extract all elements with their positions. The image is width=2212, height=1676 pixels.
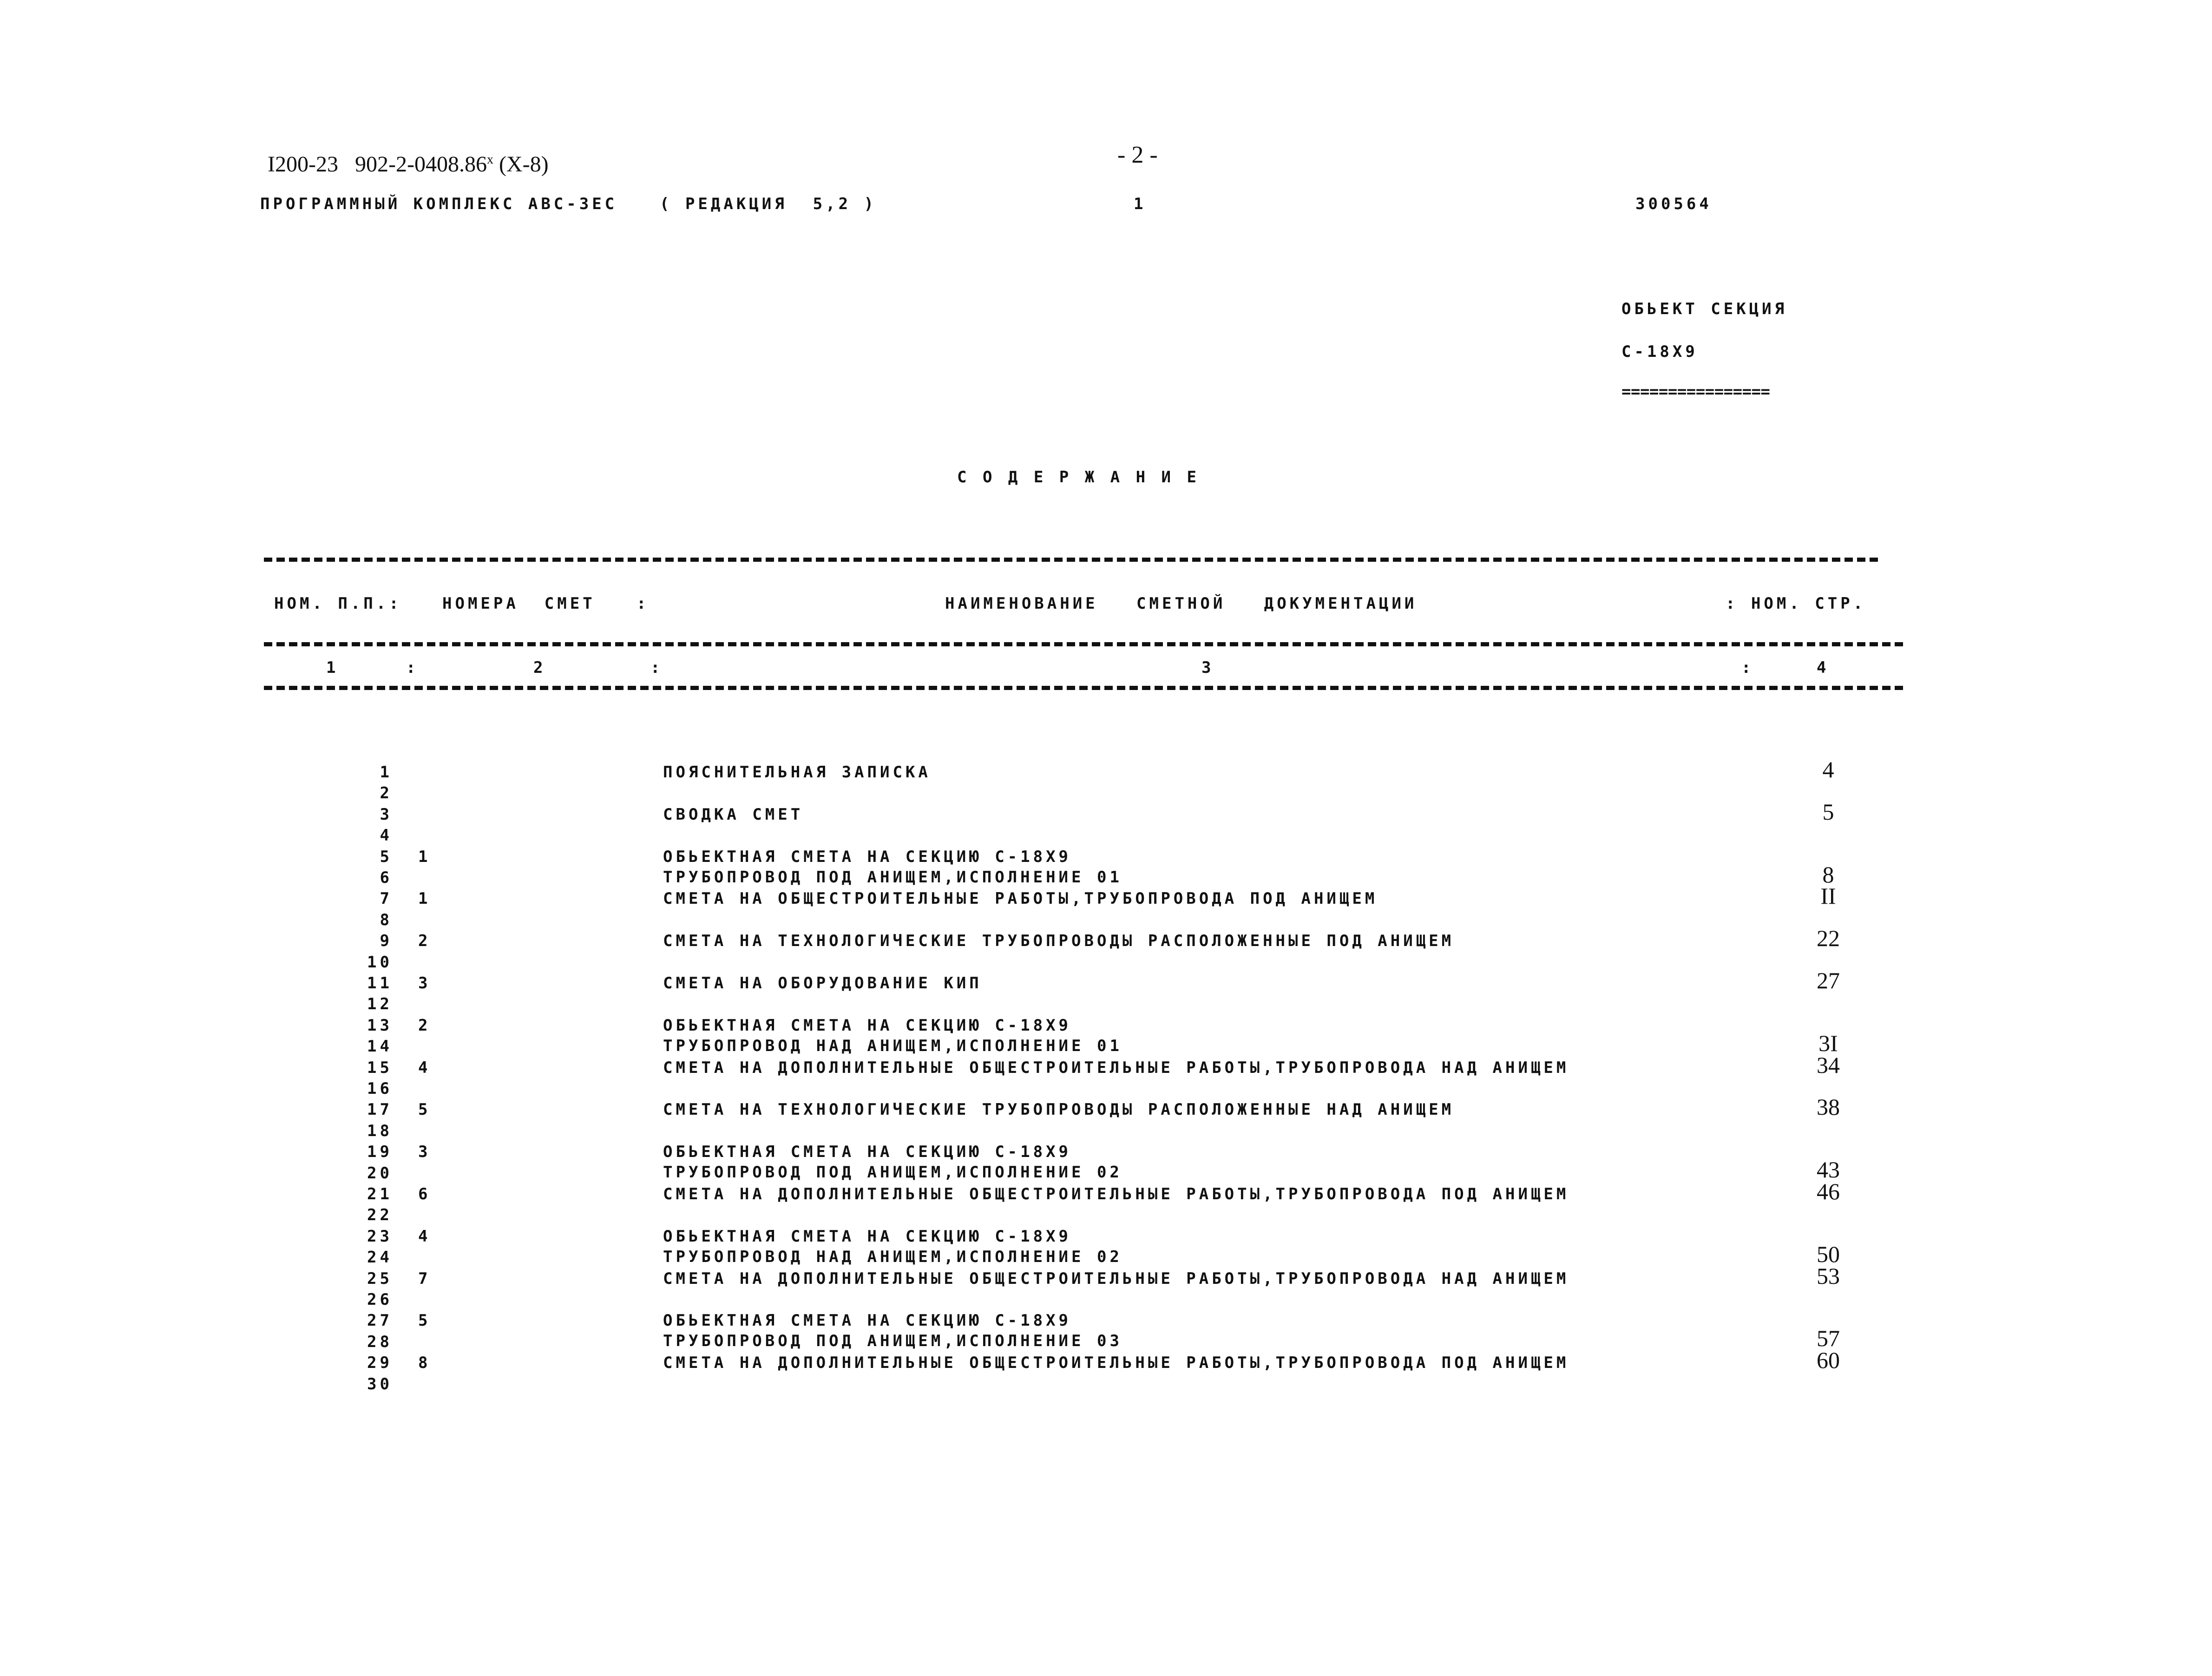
row-number: 8 bbox=[380, 910, 393, 929]
row-number: 17 bbox=[367, 1100, 393, 1119]
page-number: II bbox=[1820, 883, 1836, 909]
document-name: СМЕТА НА ТЕХНОЛОГИЧЕСКИЕ ТРУБОПРОВОДЫ РАСПОЛОЖЕННЫЕ НАД АНИЩЕМ bbox=[663, 1100, 1455, 1119]
page-number: 3I bbox=[1818, 1030, 1838, 1056]
document-name: ОБЬЕКТНАЯ СМЕТА НА СЕКЦИЮ С-18Х9 bbox=[663, 1227, 1072, 1246]
row-number: 15 bbox=[367, 1058, 393, 1077]
col-index-sep: : bbox=[1741, 658, 1754, 677]
smeta-number: 4 bbox=[418, 1058, 431, 1077]
header-col-name: НАИМЕНОВАНИЕ СМЕТНОЙ ДОКУМЕНТАЦИИ bbox=[945, 594, 1418, 613]
document-name: ТРУБОПРОВОД НАД АНИЩЕМ,ИСПОЛНЕНИЕ 02 bbox=[663, 1247, 1122, 1266]
document-name: ОБЬЕКТНАЯ СМЕТА НА СЕКЦИЮ С-18Х9 bbox=[663, 1143, 1072, 1162]
row-number: 11 bbox=[367, 974, 393, 992]
document-name: ТРУБОПРОВОД ПОД АНИЩЕМ,ИСПОЛНЕНИЕ 01 bbox=[663, 868, 1122, 887]
row-number: 16 bbox=[367, 1079, 393, 1098]
divider-middle bbox=[264, 642, 1904, 646]
smeta-number: 6 bbox=[418, 1185, 431, 1203]
smeta-number: 8 bbox=[418, 1354, 431, 1373]
page-number: 57 bbox=[1817, 1325, 1840, 1352]
col-index-4: 4 bbox=[1817, 658, 1830, 677]
row-number: 20 bbox=[367, 1163, 393, 1183]
row-number: 29 bbox=[367, 1354, 393, 1373]
project-sup: x bbox=[486, 152, 493, 167]
document-name: СМЕТА НА ОБОРУДОВАНИЕ КИП bbox=[663, 974, 982, 992]
document-name: ТРУБОПРОВОД ПОД АНИЩЕМ,ИСПОЛНЕНИЕ 02 bbox=[663, 1163, 1122, 1182]
document-name: ТРУБОПРОВОД ПОД АНИЩЕМ,ИСПОЛНЕНИЕ 03 bbox=[663, 1332, 1122, 1351]
header-sep: : bbox=[637, 594, 650, 613]
col-index-sep: : bbox=[406, 658, 419, 677]
row-number: 19 bbox=[367, 1143, 393, 1162]
row-number: 23 bbox=[367, 1227, 393, 1246]
document-name: ОБЬЕКТНАЯ СМЕТА НА СЕКЦИЮ С-18Х9 bbox=[663, 847, 1072, 866]
row-number: 28 bbox=[367, 1332, 393, 1351]
row-number: 2 bbox=[380, 784, 393, 803]
page-number: 5 bbox=[1822, 798, 1834, 825]
object-name: С-18Х9 bbox=[1621, 342, 1698, 361]
page-number: 60 bbox=[1817, 1347, 1840, 1374]
page-number: 43 bbox=[1817, 1157, 1840, 1183]
col-index-1: 1 bbox=[326, 658, 339, 677]
page-number: 53 bbox=[1817, 1262, 1840, 1289]
header-col-smeta: НОМЕРА СМЕТ bbox=[442, 594, 596, 613]
document-name: ОБЬЕКТНАЯ СМЕТА НА СЕКЦИЮ С-18Х9 bbox=[663, 1016, 1072, 1035]
row-number: 22 bbox=[367, 1206, 393, 1225]
page-number: 8 bbox=[1822, 861, 1834, 887]
smeta-number: 3 bbox=[418, 1143, 431, 1162]
document-code bbox=[256, 131, 549, 176]
smeta-number: 1 bbox=[418, 847, 431, 866]
row-number: 30 bbox=[367, 1374, 393, 1393]
smeta-number: 5 bbox=[418, 1311, 431, 1330]
row-number: 5 bbox=[380, 847, 393, 866]
document-name: СМЕТА НА ДОПОЛНИТЕЛЬНЫЕ ОБЩЕСТРОИТЕЛЬНЫЕ РАБОТЫ,ТРУБОПРОВОДА ПОД АНИЩЕМ bbox=[663, 1185, 1569, 1203]
row-number: 14 bbox=[367, 1037, 393, 1056]
sheet-number: 1 bbox=[1134, 195, 1147, 213]
sheet-ref: (X-8) bbox=[499, 152, 549, 177]
document-name: СМЕТА НА ДОПОЛНИТЕЛЬНЫЕ ОБЩЕСТРОИТЕЛЬНЫЕ РАБОТЫ,ТРУБОПРОВОДА НАД АНИЩЕМ bbox=[663, 1269, 1569, 1288]
smeta-number: 1 bbox=[418, 889, 431, 908]
row-number: 4 bbox=[380, 826, 393, 845]
page-number: 34 bbox=[1817, 1052, 1840, 1078]
document-name: СМЕТА НА ТЕХНОЛОГИЧЕСКИЕ ТРУБОПРОВОДЫ РАСПОЛОЖЕННЫЕ ПОД АНИЩЕМ bbox=[663, 932, 1455, 951]
smeta-number: 5 bbox=[418, 1100, 431, 1119]
page-number: 27 bbox=[1817, 967, 1840, 993]
row-number: 13 bbox=[367, 1016, 393, 1035]
document-name: СМЕТА НА ОБЩЕСТРОИТЕЛЬНЫЕ РАБОТЫ,ТРУБОПРОВОДА ПОД АНИЩЕМ bbox=[663, 889, 1378, 908]
row-number: 27 bbox=[367, 1311, 393, 1330]
row-number: 24 bbox=[367, 1248, 393, 1267]
col-index-2: 2 bbox=[533, 658, 546, 677]
smeta-number: 7 bbox=[418, 1269, 431, 1288]
row-number: 18 bbox=[367, 1121, 393, 1140]
page-number: 38 bbox=[1817, 1094, 1840, 1120]
page-number: 50 bbox=[1817, 1241, 1840, 1267]
doc-code: I200-23 bbox=[268, 152, 338, 177]
row-number: 26 bbox=[367, 1290, 393, 1309]
row-number: 10 bbox=[367, 953, 393, 972]
document-name: ТРУБОПРОВОД НАД АНИЩЕМ,ИСПОЛНЕНИЕ 01 bbox=[663, 1036, 1122, 1055]
header-col-page: : НОМ. СТР. bbox=[1726, 594, 1866, 613]
row-number: 7 bbox=[380, 889, 393, 908]
document-name: СВОДКА СМЕТ bbox=[663, 805, 804, 824]
row-number: 6 bbox=[380, 868, 393, 887]
divider-bottom bbox=[264, 686, 1904, 690]
smeta-number: 2 bbox=[418, 932, 431, 951]
document-name: ПОЯСНИТЕЛЬНАЯ ЗАПИСКА bbox=[663, 763, 931, 782]
smeta-number: 3 bbox=[418, 974, 431, 992]
row-number: 21 bbox=[367, 1185, 393, 1203]
row-number: 9 bbox=[380, 932, 393, 951]
edition: ( РЕДАКЦИЯ 5,2 ) bbox=[660, 195, 877, 213]
document-name: СМЕТА НА ДОПОЛНИТЕЛЬНЫЕ ОБЩЕСТРОИТЕЛЬНЫЕ РАБОТЫ,ТРУБОПРОВОДА НАД АНИЩЕМ bbox=[663, 1058, 1569, 1077]
document-name: СМЕТА НА ДОПОЛНИТЕЛЬНЫЕ ОБЩЕСТРОИТЕЛЬНЫЕ РАБОТЫ,ТРУБОПРОВОДА ПОД АНИЩЕМ bbox=[663, 1354, 1569, 1373]
row-number: 25 bbox=[367, 1269, 393, 1288]
page-marker: - 2 - bbox=[1117, 142, 1158, 168]
document-id: 300564 bbox=[1635, 195, 1712, 213]
row-number: 12 bbox=[367, 995, 393, 1014]
row-number: 1 bbox=[380, 763, 393, 782]
program-name: ПРОГРАММНЫЙ КОМПЛЕКС АВС-ЗЕС bbox=[260, 195, 618, 213]
page-number: 4 bbox=[1822, 756, 1834, 782]
smeta-number: 2 bbox=[418, 1016, 431, 1035]
col-index-sep: : bbox=[650, 658, 663, 677]
smeta-number: 4 bbox=[418, 1227, 431, 1246]
header-col-num: НОМ. П.П.: bbox=[274, 594, 402, 613]
project-code: 902-2-0408.86 bbox=[354, 152, 487, 177]
page-number: 46 bbox=[1817, 1178, 1840, 1204]
page-title: С О Д Е Р Ж А Н И Е bbox=[957, 468, 1200, 486]
col-index-3: 3 bbox=[1201, 658, 1214, 677]
document-name: ОБЬЕКТНАЯ СМЕТА НА СЕКЦИЮ С-18Х9 bbox=[663, 1311, 1072, 1330]
page-number: 22 bbox=[1817, 925, 1840, 952]
object-label: ОБЬЕКТ СЕКЦИЯ bbox=[1621, 300, 1788, 318]
row-number: 3 bbox=[380, 805, 393, 824]
object-underline: ================ bbox=[1621, 382, 1770, 401]
divider-top bbox=[264, 558, 1881, 562]
